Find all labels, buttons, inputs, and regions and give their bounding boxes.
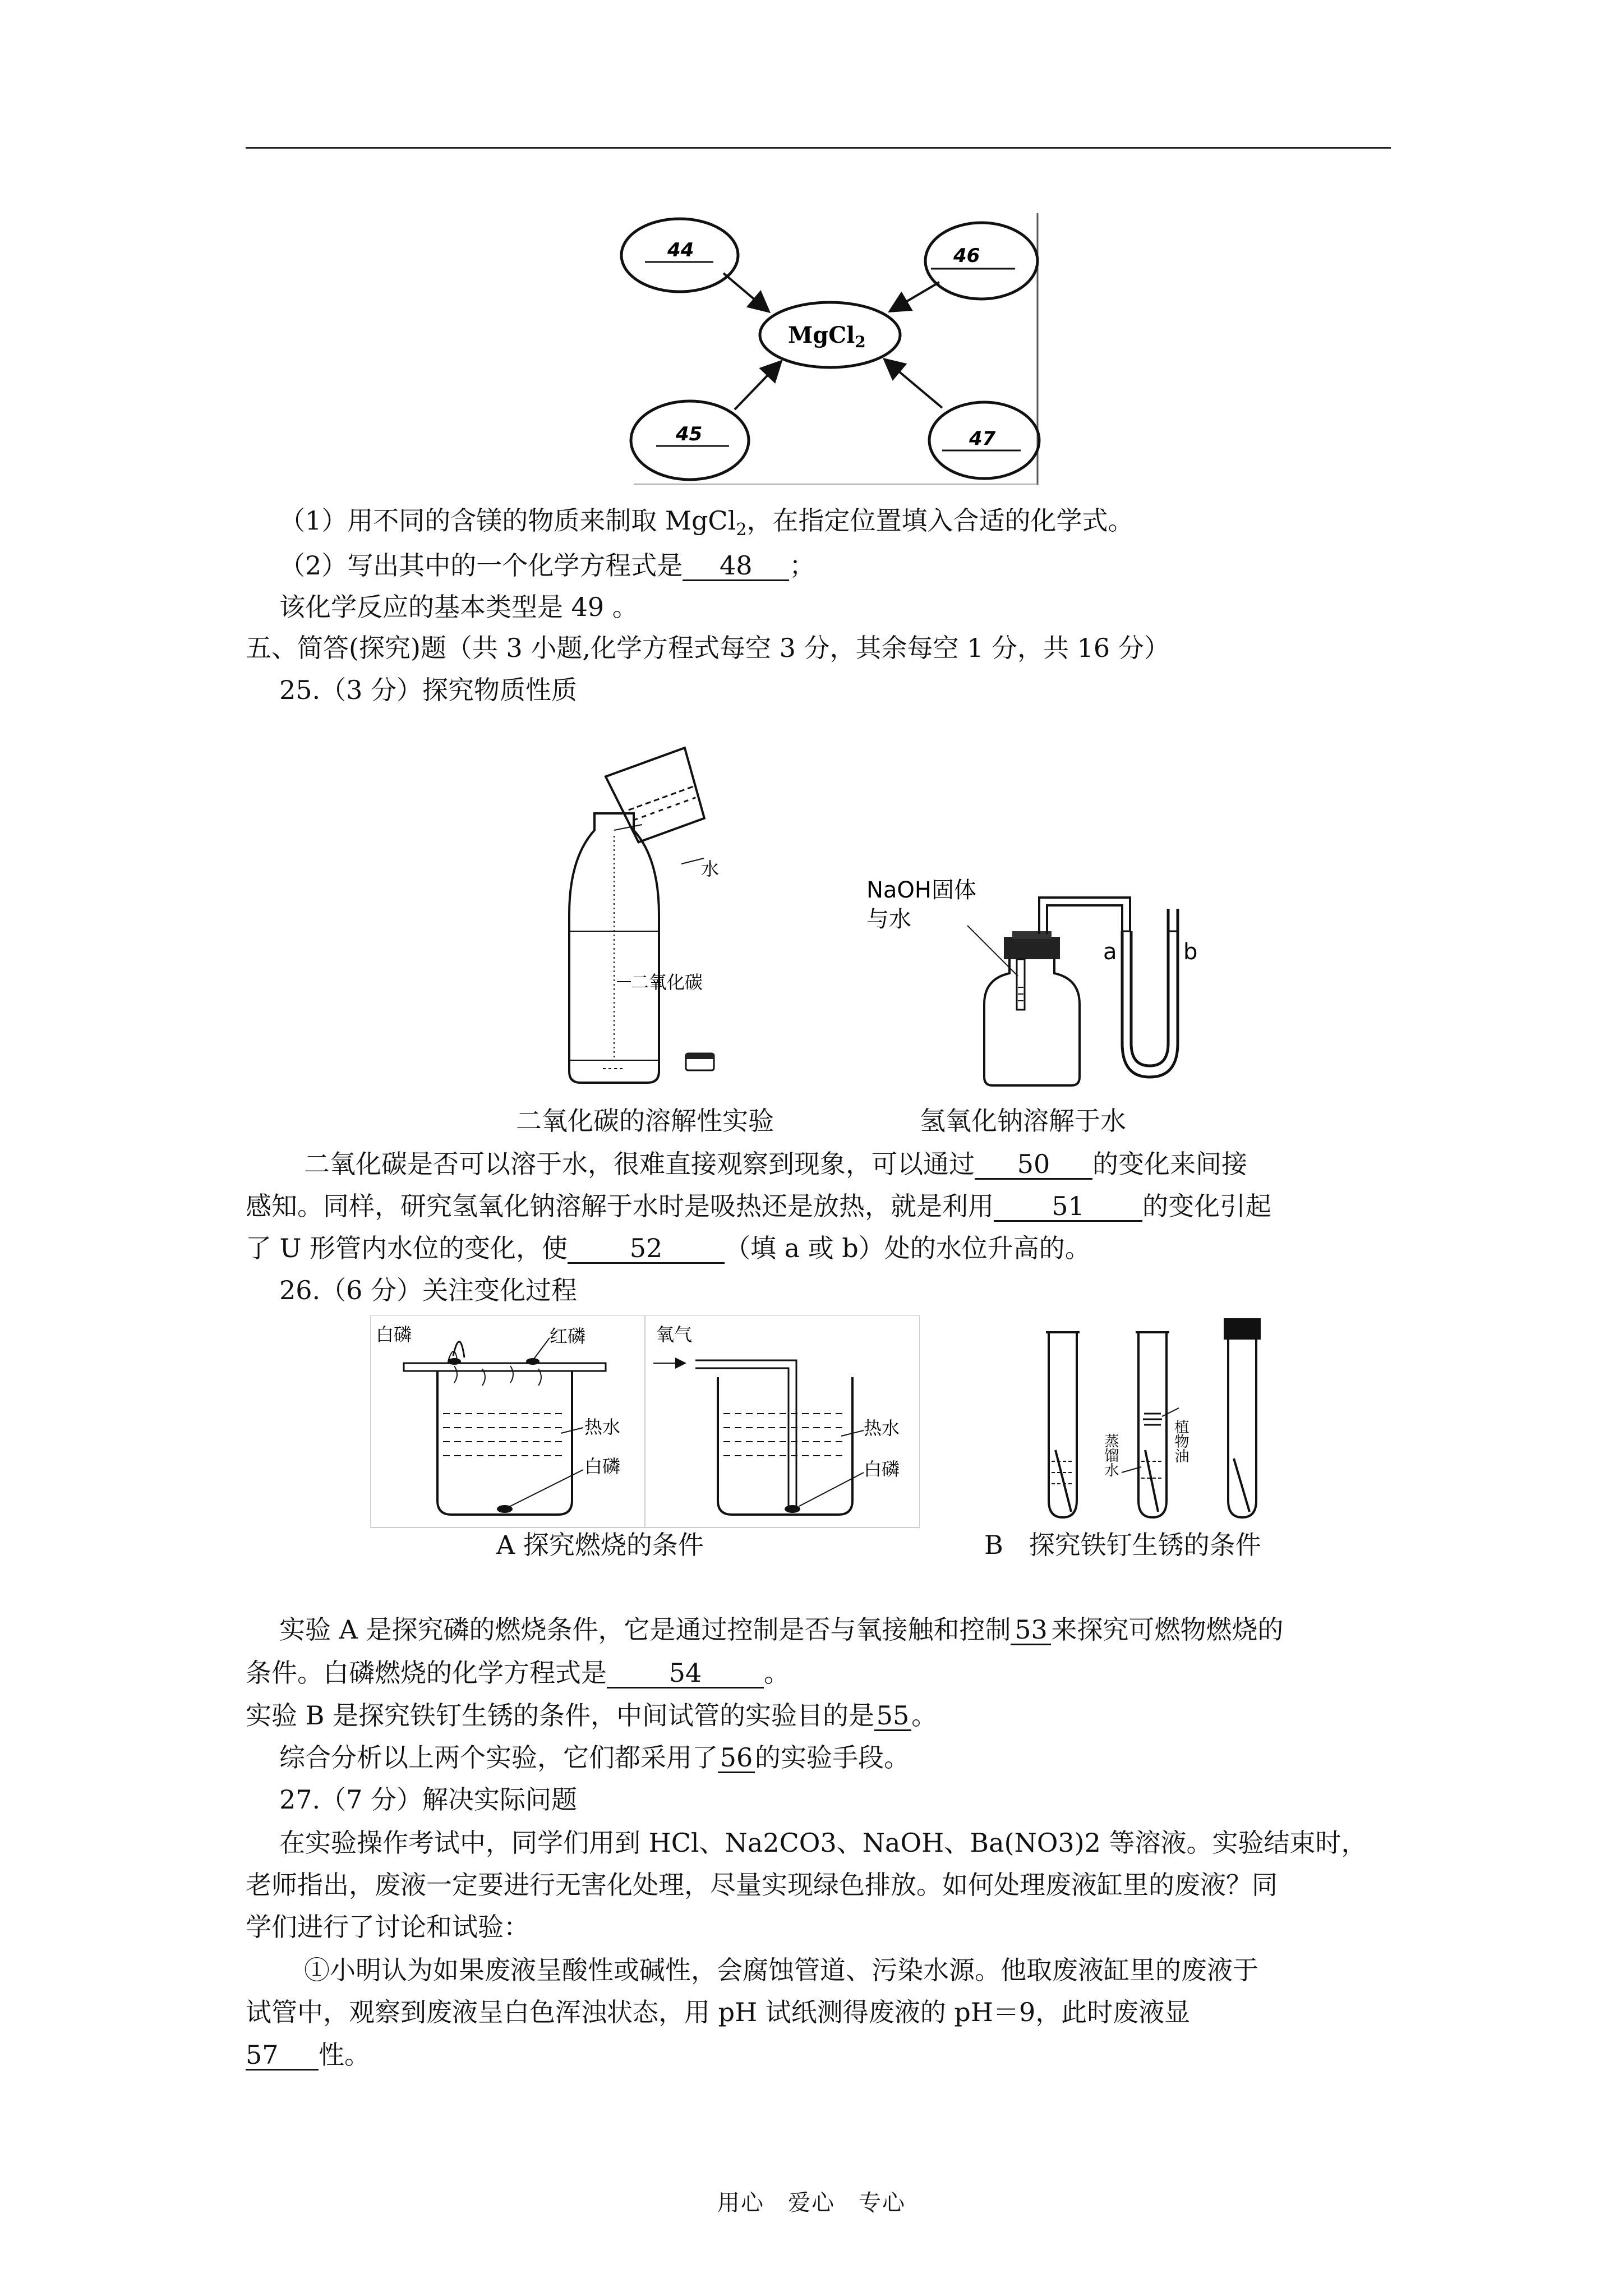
blank-50[interactable]: 50 bbox=[975, 1150, 1092, 1180]
label-b: b bbox=[1183, 939, 1198, 965]
q27-line3: 学们进行了讨论和试验： bbox=[246, 1912, 529, 1942]
label-red-p: 红磷 bbox=[550, 1326, 586, 1347]
node-47-text: 47 bbox=[969, 427, 996, 450]
node-45-text: 45 bbox=[676, 423, 703, 445]
label-distilled: 蒸馏水 bbox=[1102, 1433, 1119, 1477]
node-44-text: 44 bbox=[667, 239, 694, 261]
combustion-figure bbox=[370, 1315, 920, 1529]
blank-52[interactable]: 52 bbox=[568, 1234, 725, 1264]
section5-heading: 五、简答(探究)题（共 3 小题,化学方程式每空 3 分，其余每空 1 分，共 16 分） bbox=[246, 633, 1170, 663]
q24-line2: （2）写出其中的一个化学方程式是 48 ； bbox=[279, 550, 815, 581]
label-white-p: 白磷 bbox=[376, 1324, 412, 1345]
label-oxygen: 氧气 bbox=[656, 1324, 693, 1345]
blank-57[interactable]: 57 bbox=[246, 2041, 319, 2070]
q25-line2: 感知。同样，研究氢氧化钠溶解于水时是吸热还是放热，就是利用 51 的变化引起 bbox=[246, 1191, 1271, 1221]
q24-line3: 该化学反应的基本类型是 49 。 bbox=[279, 592, 638, 622]
q26-line1: 实验 A 是探究磷的燃烧条件，它是通过控制是否与氧接触和控制 53 来探究可燃物燃烧的 bbox=[279, 1614, 1284, 1645]
caption-co2: 二氧化碳的溶解性实验 bbox=[516, 1106, 774, 1136]
naoh-utube-figure bbox=[866, 875, 1214, 1088]
q24-line1: （1）用不同的含镁的物质来制取 MgCl$_2$，在指定位置填入合适的化学式。 bbox=[279, 505, 1134, 540]
label-naoh-1: NaOH固体 bbox=[866, 877, 976, 903]
q26-line2: 条件。白磷燃烧的化学方程式是 54 。 bbox=[246, 1658, 790, 1688]
label-hot-water-2: 热水 bbox=[864, 1418, 900, 1439]
label-naoh-2: 与水 bbox=[866, 907, 911, 932]
label-a: a bbox=[1103, 939, 1117, 965]
q25-line1: 二氧化碳是否可以溶于水，很难直接观察到现象，可以通过 50 的变化来间接 bbox=[304, 1149, 1247, 1179]
header-rule bbox=[246, 147, 1391, 149]
blank-51[interactable]: 51 bbox=[994, 1192, 1142, 1222]
caption-naoh: 氢氧化钠溶解于水 bbox=[920, 1106, 1126, 1136]
blank-55[interactable]: 55 bbox=[874, 1701, 911, 1731]
blank-56[interactable]: 56 bbox=[718, 1743, 755, 1773]
rust-tubes-figure bbox=[1043, 1315, 1279, 1529]
label-white-p-3: 白磷 bbox=[864, 1458, 900, 1480]
q26-line3: 实验 B 是探究铁钉生锈的条件，中间试管的实验目的是55。 bbox=[246, 1700, 938, 1731]
blank-53[interactable]: 53 bbox=[1011, 1616, 1051, 1645]
caption-a: A 探究燃烧的条件 bbox=[496, 1530, 704, 1560]
blank-48[interactable]: 48 bbox=[683, 551, 789, 581]
label-hot-water: 热水 bbox=[584, 1416, 621, 1438]
q27-title: 27.（7 分）解决实际问题 bbox=[279, 1784, 578, 1815]
label-water: 水 bbox=[701, 858, 720, 880]
node-46-ellipse bbox=[925, 223, 1038, 299]
node-46-text: 46 bbox=[953, 245, 980, 267]
co2-bottle-figure bbox=[552, 746, 777, 1094]
q26-title: 26.（6 分）关注变化过程 bbox=[279, 1275, 578, 1305]
q25-line3: 了 U 形管内水位的变化，使 52 （填 a 或 b）处的水位升高的。 bbox=[246, 1233, 1091, 1263]
q26-line4: 综合分析以上两个实验，它们都采用了56的实验手段。 bbox=[279, 1742, 910, 1773]
q27-line4: ①小明认为如果废液呈酸性或碱性，会腐蚀管道、污染水源。他取废液缸里的废液于 bbox=[304, 1955, 1258, 1985]
q27-line6: 57 性。 bbox=[246, 2040, 370, 2070]
mgcl2-diagram bbox=[617, 210, 1054, 488]
q25-title: 25.（3 分）探究物质性质 bbox=[279, 675, 578, 705]
blank-54[interactable]: 54 bbox=[607, 1659, 764, 1688]
caption-b: B 探究铁钉生锈的条件 bbox=[984, 1530, 1261, 1560]
q27-line1: 在实验操作考试中，同学们用到 HCl、Na2CO3、NaOH、Ba(NO3)2 等溶液。实验结束时， bbox=[279, 1828, 1367, 1858]
label-co2: 二氧化碳 bbox=[631, 972, 703, 993]
label-veg-oil: 植物油 bbox=[1172, 1419, 1189, 1463]
center-text: MgCl$_2$ bbox=[788, 322, 866, 351]
page-footer: 用心 爱心 专心 bbox=[717, 2190, 906, 2216]
q27-line5: 试管中，观察到废液呈白色浑浊状态，用 pH 试纸测得废液的 pH＝9，此时废液显 bbox=[246, 1997, 1191, 2027]
label-white-p-2: 白磷 bbox=[584, 1456, 621, 1477]
q27-line2: 老师指出，废液一定要进行无害化处理，尽量实现绿色排放。如何处理废液缸里的废液？同 bbox=[246, 1870, 1278, 1900]
